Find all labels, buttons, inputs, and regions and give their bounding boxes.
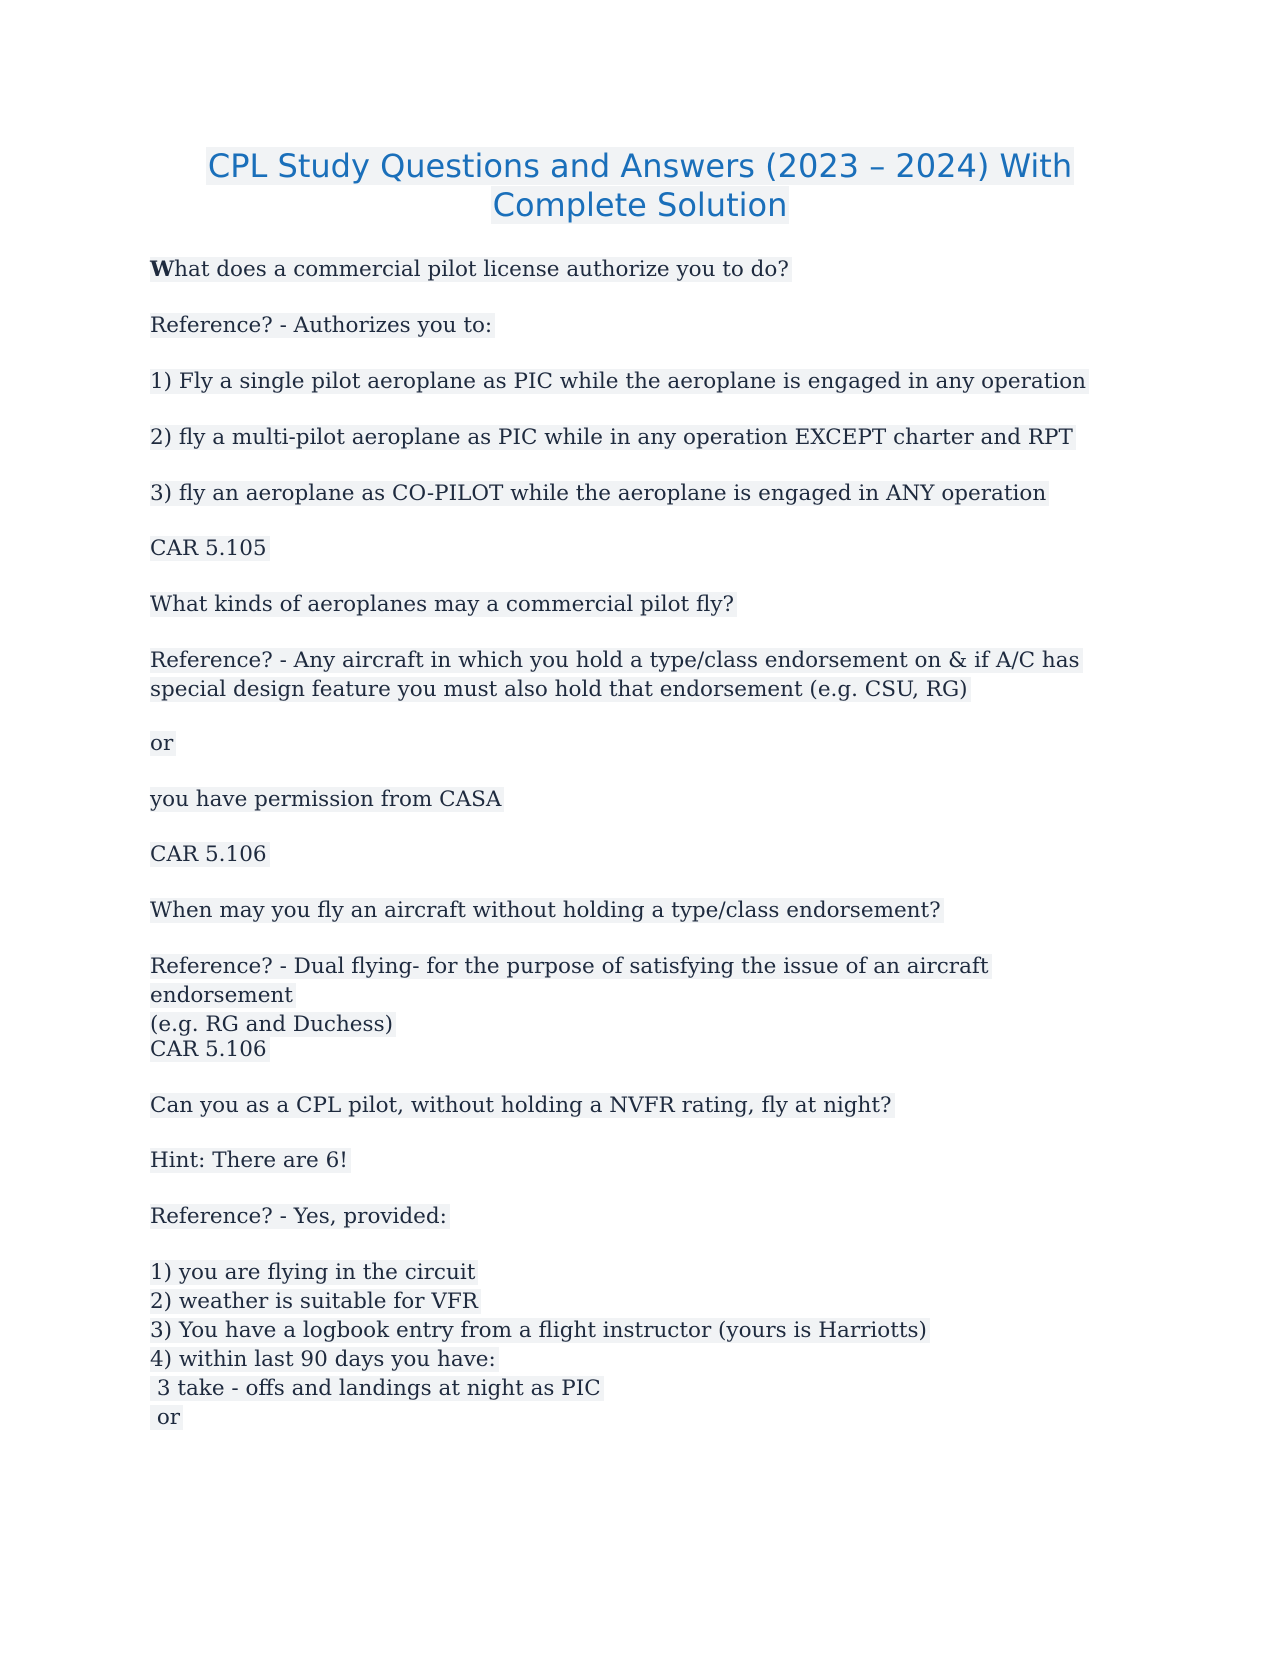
title-line-2: Complete Solution bbox=[492, 186, 788, 224]
answer-2-reference: CAR 5.106 bbox=[150, 840, 1130, 869]
question-1-text: hat does a commercial pilot license authorize you to do? bbox=[174, 257, 789, 282]
answer-1-item-3: 3) fly an aeroplane as CO-PILOT while the aeroplane is engaged in ANY operation bbox=[150, 479, 1130, 508]
answer-4-item-1: 1) you are flying in the circuit bbox=[150, 1260, 478, 1285]
answer-2-line-2: special design feature you must also hold that endorsement (e.g. CSU, RG) bbox=[150, 677, 971, 702]
answer-1-item-1: 1) Fly a single pilot aeroplane as PIC while the aeroplane is engaged in any operation bbox=[150, 367, 1130, 396]
question-4: Can you as a CPL pilot, without holding a NVFR rating, fly at night? bbox=[150, 1091, 1130, 1120]
title-line-1: CPL Study Questions and Answers (2023 – 2024) With bbox=[207, 147, 1073, 185]
answer-4-item-2: 2) weather is suitable for VFR bbox=[150, 1289, 481, 1314]
question-1-initial: W bbox=[150, 257, 175, 282]
answer-1-item-2: 2) fly a multi-pilot aeroplane as PIC while in any operation EXCEPT charter and RPT bbox=[150, 423, 1130, 452]
answer-4-list bbox=[150, 1258, 1130, 1432]
question-3: When may you fly an aircraft without holding a type/class endorsement? bbox=[150, 896, 1130, 925]
answer-4-item-4: 4) within last 90 days you have: bbox=[150, 1347, 499, 1372]
answer-2-permission: you have permission from CASA bbox=[150, 785, 1130, 814]
answer-3-reference: CAR 5.106 bbox=[150, 1035, 1130, 1064]
answer-2 bbox=[150, 646, 1130, 704]
answer-4-item-3: 3) You have a logbook entry from a flight instructor (yours is Harriotts) bbox=[150, 1318, 930, 1343]
answer-4-intro: Reference? - Yes, provided: bbox=[150, 1202, 1130, 1231]
answer-4-sub-1: 3 take - offs and landings at night as PIC bbox=[150, 1376, 604, 1401]
answer-1-reference: CAR 5.105 bbox=[150, 534, 1130, 563]
answer-1-intro: Reference? - Authorizes you to: bbox=[150, 311, 1130, 340]
answer-2-line-1: Reference? - Any aircraft in which you hold a type/class endorsement on & if A/C has bbox=[150, 648, 1083, 673]
document-title bbox=[0, 147, 1280, 225]
question-1 bbox=[150, 255, 1130, 284]
question-2: What kinds of aeroplanes may a commercial pilot fly? bbox=[150, 590, 1130, 619]
answer-2-or: or bbox=[150, 729, 1130, 758]
answer-3 bbox=[150, 952, 1130, 1039]
answer-3-line-1: Reference? - Dual flying- for the purpose of satisfying the issue of an aircraft endorsement bbox=[150, 954, 992, 1008]
answer-3-line-2: (e.g. RG and Duchess) bbox=[150, 1012, 396, 1037]
question-4-hint: Hint: There are 6! bbox=[150, 1146, 1130, 1175]
answer-4-sub-2: or bbox=[150, 1405, 183, 1430]
